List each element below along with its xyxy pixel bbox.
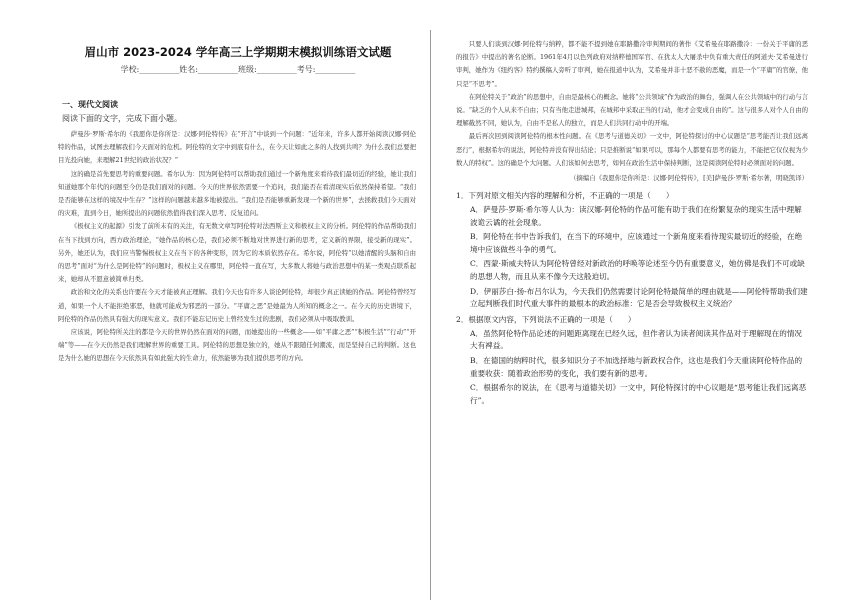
passage-paragraph: 应该说，阿伦特所关注的都是今天的世界仍然在面对的问题，而她提出的一些概念——如“平庸之恶”“积极生活”“行动”“开端”等——在今天仍然是我们理解世界的重要工具。阿伦特的思想是独立的，她从不跟随任何潮流，而是坚持自己的判断。这也是为什么她的思想在今天依然具有如此强大的生命力，依然能够为我们提供思考的方向。 bbox=[58, 328, 416, 363]
question-2-option-b: B．在德国的纳粹时代，很多知识分子不加选择地与新政权合作，这也是我们今天重读阿伦特作品的重要收获：随着政治形势的变化，我们要有新的思考。 bbox=[470, 355, 803, 378]
passage-paragraph: 这的确是首先要思考的重要问题。希尔认为：因为阿伦特可以帮助我们通过一个新角度来看待我们最切近的经验，她让我们知道她那个年代的问题至今仍是我们面对的问题。今天的世界依然需要一个追问，我们能否在看清现实后依然保持希望。“我们是否能够在这样的境况中生存？”这样的问题越来越多地被提出。“我们是否能够重新发现一个新的世界”，去拯救我们今天面对的灾难，直到今日，她所提出的问题依然值得我们深入思考、反复追问。 bbox=[58, 169, 416, 218]
passage-paragraph: 萨曼莎·罗斯·希尔的《我愿你是你所是：汉娜·阿伦特传》在“开言”中谈到一个问题：“近年来，许多人都开始阅读汉娜·阿伦特的作品，试图去理解我们今天面对的危机。阿伦特的文字中到底有什么，在今天让如此之多的人找到共鸣？为什么我们总要把目光投向她，来理解21世纪的政治状况？” bbox=[58, 130, 416, 165]
question-1-option-c: C．西蒙·斯威夫特认为阿伦特曾经对新政治的呼唤等论述至今仍有重要意义，她仿佛是我们不可或缺的思想人物，而且从来不像今天这般迫切。 bbox=[470, 259, 805, 281]
source-note: （摘编自《我愿你是你所是：汉娜·阿伦特传》，[美]萨曼莎·罗斯·希尔著，明晓凯译） bbox=[570, 174, 808, 183]
passage-paragraph: 《极权主义的起源》引发了前所未有的关注，有无数文章写阿伦特对法西斯主义和极权主义的分析。阿伦特的作品帮助我们在当下找到方向，西方政治理论，“她作品的核心是，我们必须不断地对世界进行新的思考，定义新的界限，接受新的现实”。另外，她还认为，我们应当警惕极权主义在当下的各种变形，因为它的本质依然存在。希尔说，阿伦特“以她清醒的头脑和自由的思考”面对“为什么是阿伦特”的问题时，极权主义在哪里，阿伦特一直在写，大多数人将她与政治思想中的某一类观点联系起来，她却从不愿意被简单归类。 bbox=[58, 222, 416, 284]
question-1-option-b: B．阿伦特在书中告诉我们，在当下的环境中，应该通过一个新角度来看待现实最切近的经验，在绝境中应该做些斗争的勇气。 bbox=[470, 232, 803, 254]
column-divider bbox=[430, 30, 431, 600]
question-2-stem: 2．根据原文内容，下列说法不正确的一项是（ ） bbox=[456, 314, 636, 324]
passage-paragraph: 政治和文化的关系也许要在今天才能被真正理解。我们今天也有许多人谈论阿伦特，却很少真正读她的作品。阿伦特曾经写道，如果一个人不能拒绝邪恶，他就可能成为邪恶的一部分。“平庸之恶”是她最为人所知的概念之一。在今天的历史语境下，阿伦特的作品仍然具有强大的现实意义。我们不能忘记历史上曾经发生过的悲剧，我们必须从中吸取教训。 bbox=[58, 288, 416, 323]
question-1-option-a: A．萨曼莎·罗斯·希尔等人认为：读汉娜·阿伦特的作品可能有助于我们在纷繁复杂的现实生活中理解波诡云谲的社会现象。 bbox=[470, 205, 802, 227]
student-info-line: 学校:__________姓名:__________班级:__________考号:__________ bbox=[120, 65, 356, 74]
section-intro: 阅读下面的文字，完成下面小题。 bbox=[62, 114, 182, 123]
question-1-option-d: D．伊丽莎白·扬-布吕尔认为，今天我们仍然需要讨论阿伦特最简单的理由就是——阿伦特帮助我们建立起判断我们时代重大事件的最根本的政治标准：它是否会导致极权主义统治？ bbox=[470, 286, 808, 309]
question-1-stem: 1．下列对原文相关内容的理解和分析，不正确的一项是（ ） bbox=[456, 191, 674, 201]
exam-title: 眉山市 2023-2024 学年高三上学期期末模拟训练语文试题 bbox=[84, 45, 392, 59]
passage-paragraph: 只要人们谈到汉娜·阿伦特与纳粹，都不能不提到她在耶路撒冷审判期间的著作《艾希曼在耶路撒冷：一份关于平庸的恶的报告》中提出的著名论断。1961年4月以色列政府对纳粹德国军官、在犹太人大屠杀中负有重大责任的阿道夫·艾希曼进行审判，她作为《纽约客》特约撰稿人旁听了审判，她在报道中认为，艾希曼并非十恶不赦的恶魔，而是一个“平庸”的官僚，他只是“不思考”。 bbox=[456, 40, 808, 88]
passage-paragraph: 最后再次回到阅读阿伦特的根本性问题。在《思考与道德关切》一文中，阿伦特探讨的中心议题是“思考能否让我们远离恶行”，根据希尔的说法，阿伦特并没有得出结论；只是推断说“如果可以，那每个人都要有思考的能力，不能把它仅仅视为少数人的特权”。这的确是个大问题。人们该如何去思考，如何在政治生活中保持判断，这是阅读阿伦特时必须面对的问题。 bbox=[456, 132, 808, 167]
right-column bbox=[456, 38, 808, 407]
passage-paragraph: 在阿伦特关于“政治”的思想中，自由是最核心的概念。她将“公共领域”作为政治的舞台，强调人在公共领域中的行动与言说。“缺乏的个人从来不自由；只有当他走进城邦，在城邦中采取正当的行动，他才会变成自由的”。这与很多人对个人自由的理解截然不同，她认为，自由不是私人的独立，而是人们共同行动中的开端。 bbox=[456, 92, 808, 128]
left-column-passage bbox=[58, 128, 416, 366]
question-2-option-c: C．根据希尔的说法，在《思考与道德关切》一文中，阿伦特探讨的中心议题是“思考能让我们远离恶行”。 bbox=[470, 383, 807, 405]
section-heading: 一、现代文阅读 bbox=[62, 100, 118, 109]
question-2-option-a: A．虽然阿伦特作品论述的问题距离现在已经久远，但作者认为读者阅读其作品对于理解现在的情况大有裨益。 bbox=[470, 328, 803, 351]
